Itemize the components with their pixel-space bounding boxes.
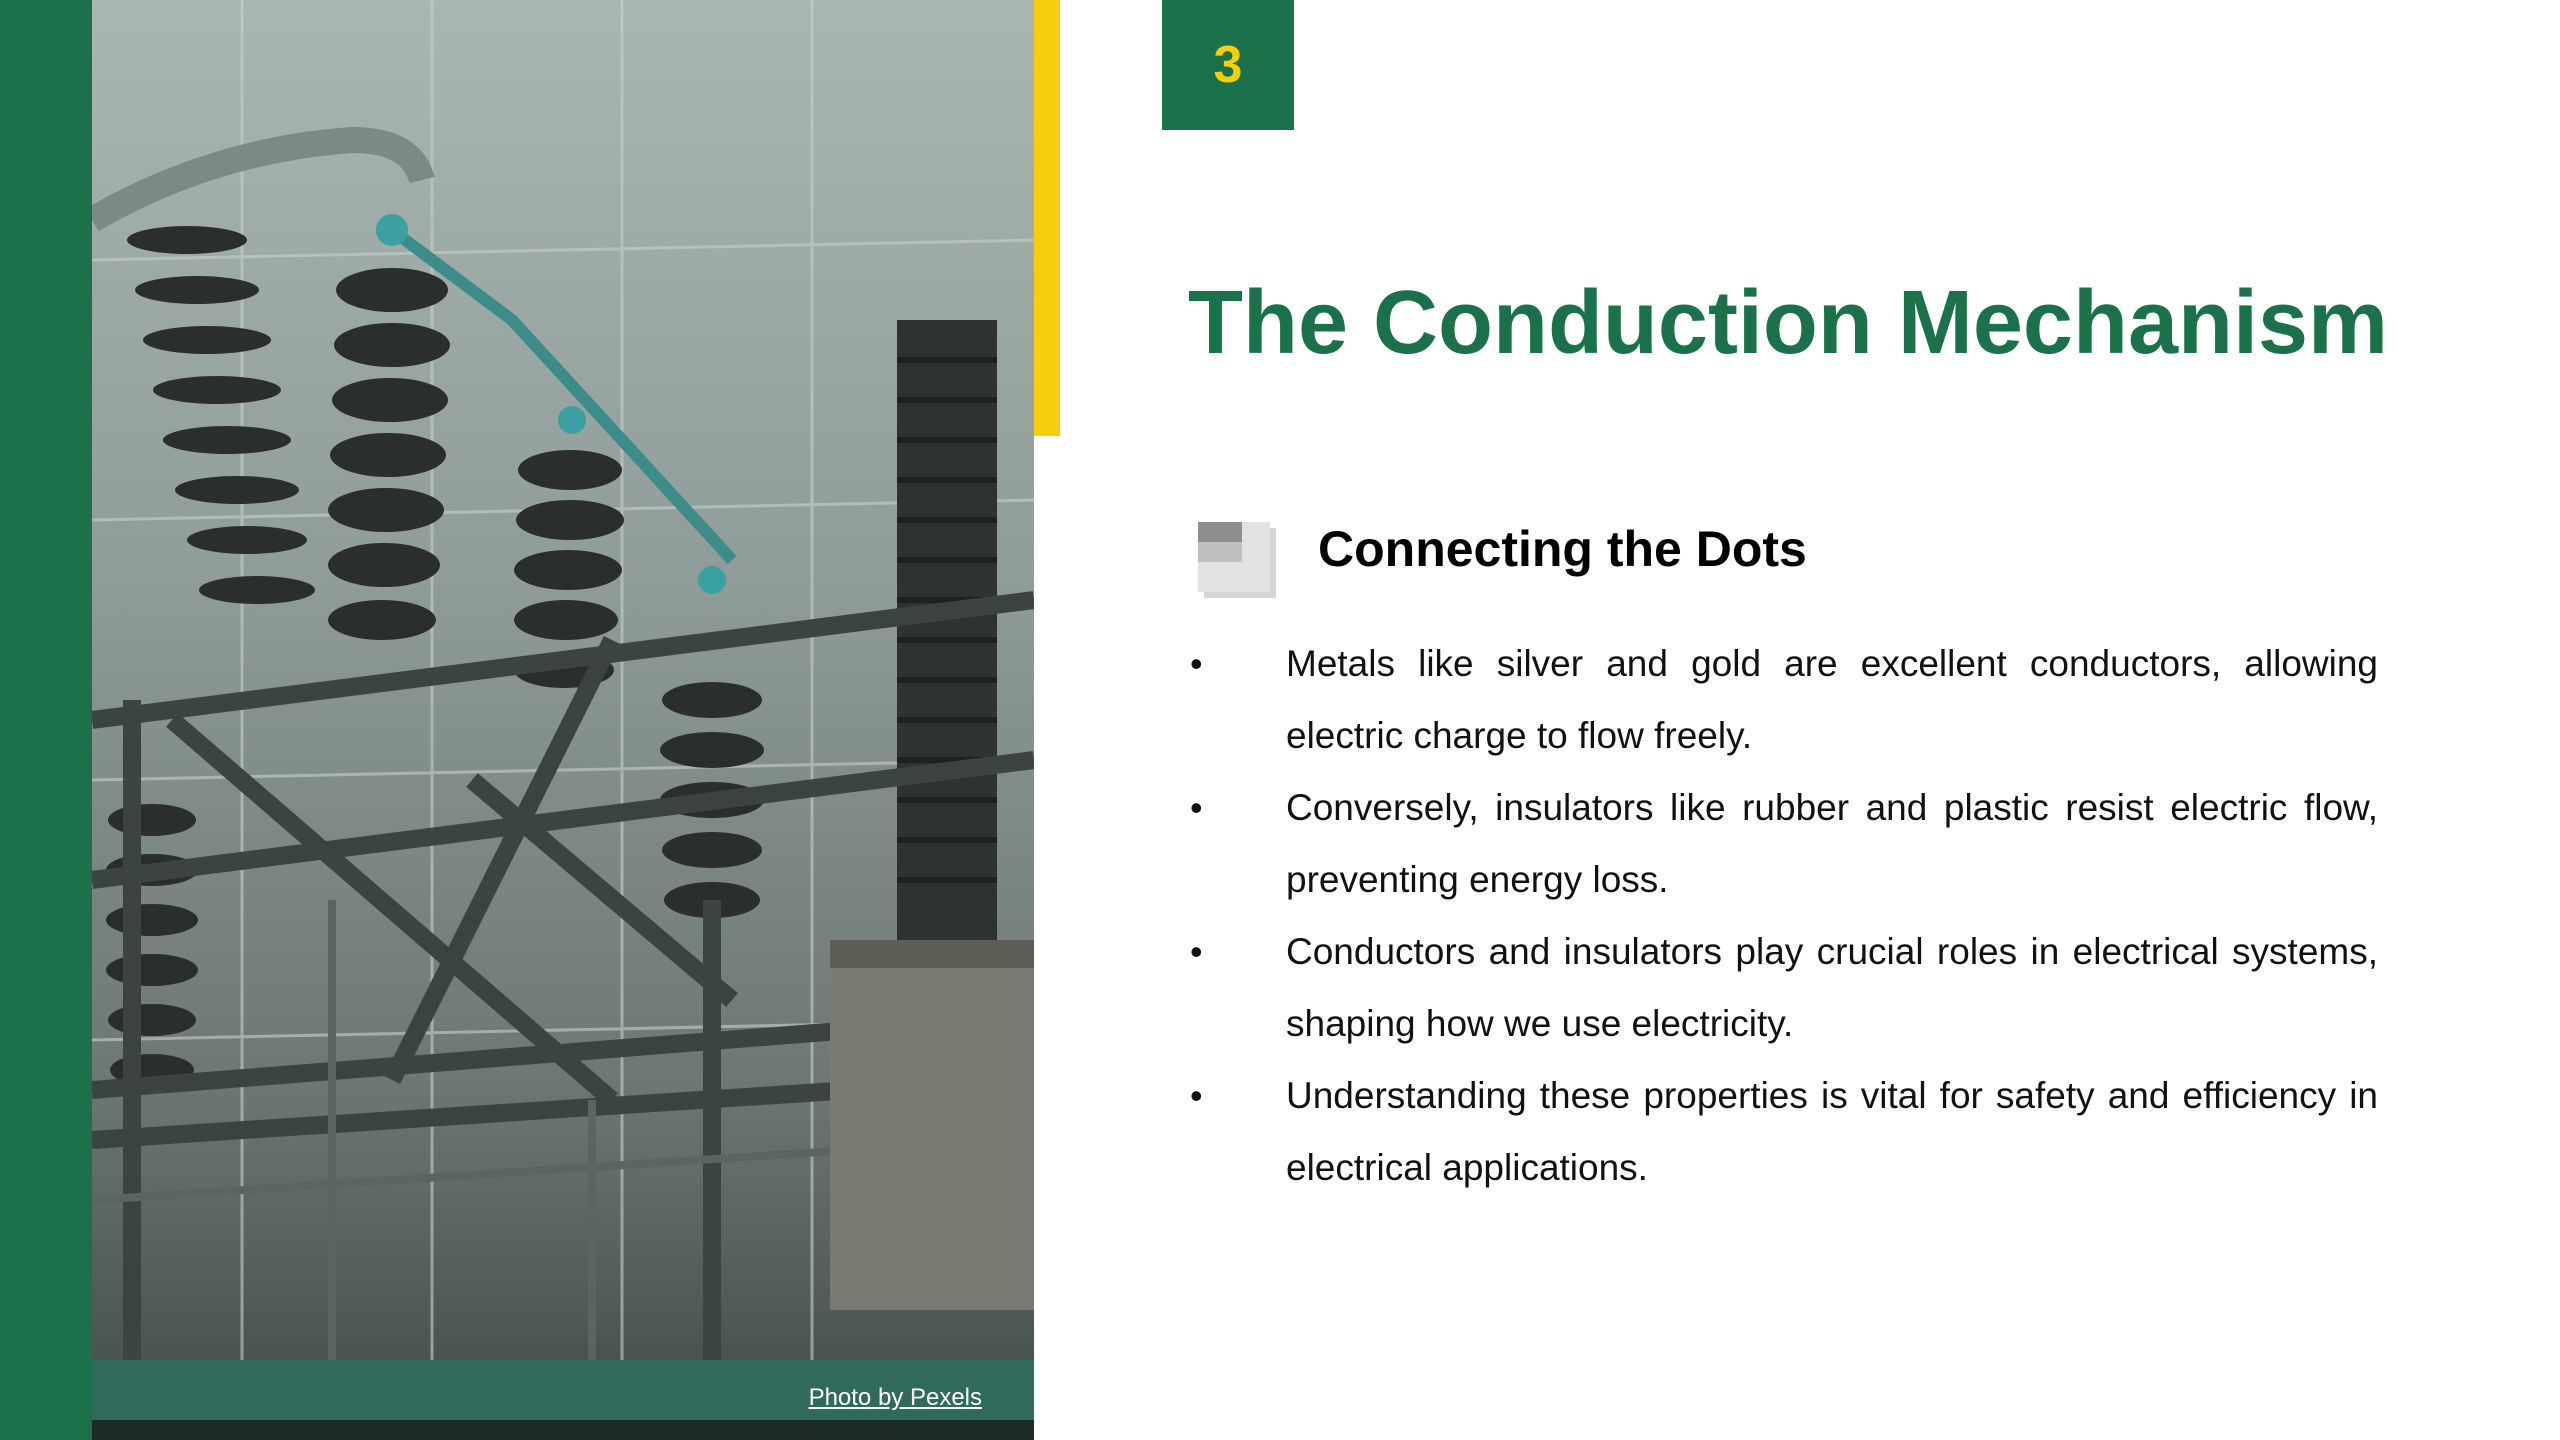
bullet-dot: •: [1190, 643, 1203, 684]
slide-title: The Conduction Mechanism: [1188, 273, 2389, 373]
photo-credit-link[interactable]: Photo by Pexels: [808, 1384, 982, 1411]
bullet-text: Conductors and insulators play crucial roles in electrical systems, shaping how we use electricity.: [1286, 931, 2378, 1044]
bullet-text: Metals like silver and gold are excellent conductors, allowing electric charge to flow freely.: [1286, 643, 2378, 756]
list-item: [1190, 1060, 2378, 1204]
photo-illustration: [92, 0, 1034, 1440]
stacked-squares-icon: [1196, 520, 1280, 602]
bullet-text: Understanding these properties is vital for safety and efficiency in electrical applications.: [1286, 1075, 2378, 1188]
bullet-list: [1190, 628, 2378, 1204]
bullet-dot: •: [1190, 931, 1203, 972]
list-item: [1190, 628, 2378, 772]
bullet-dot: •: [1190, 1075, 1203, 1116]
bullet-text: Conversely, insulators like rubber and plastic resist electric flow, preventing energy loss.: [1286, 787, 2378, 900]
section-subheading: Connecting the Dots: [1318, 521, 1807, 577]
substation-insulators-photo: [92, 0, 1034, 1440]
left-green-band: [0, 0, 92, 1440]
list-item: [1190, 772, 2378, 916]
slide-number-badge: 3: [1162, 0, 1294, 130]
yellow-accent-bar: [1034, 0, 1060, 436]
bullet-dot: •: [1190, 787, 1203, 828]
list-item: [1190, 916, 2378, 1060]
